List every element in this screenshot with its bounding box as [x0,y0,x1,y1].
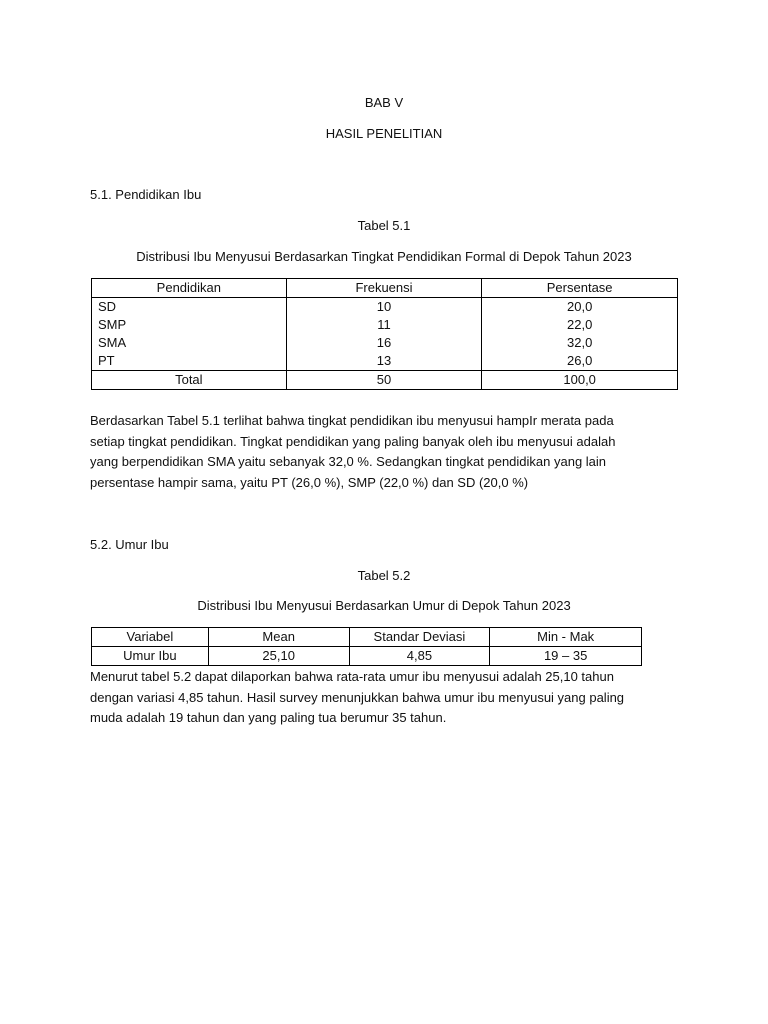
section-heading-pendidikan: 5.1. Pendidikan Ibu [90,187,202,202]
paragraph-line: persentase hampir sama, yaitu PT (26,0 %), SMP (22,0 %) dan SD (20,0 %) [90,474,529,490]
paragraph-umur [90,667,680,729]
chapter-number: BAB V [364,95,404,110]
table-header-row [92,279,678,298]
column-header: Mean [208,628,349,647]
column-header: Standar Deviasi [349,628,490,647]
table-cell: 32,0 [482,334,678,352]
table-cell: Total [92,371,287,390]
column-header: Persentase [482,279,678,298]
table-label-5-1: Tabel 5.1 [357,218,411,233]
table-row [92,352,678,371]
section-heading-umur: 5.2. Umur Ibu [90,537,169,552]
paragraph-line: dengan variasi 4,85 tahun. Hasil survey menunjukkan bahwa umur ibu menyusui yang paling [90,689,625,705]
paragraph-line: setiap tingkat pendidikan. Tingkat pendidikan yang paling banyak oleh ibu menyusui adalah [90,433,616,449]
table-umur [91,627,642,666]
column-header: Frekuensi [286,279,482,298]
table-cell: 4,85 [349,647,490,666]
table-cell: 11 [286,316,482,334]
table-cell: Umur Ibu [92,647,209,666]
column-header: Min - Mak [490,628,642,647]
paragraph-line: Menurut tabel 5.2 dapat dilaporkan bahwa rata-rata umur ibu menyusui adalah 25,10 tahun [90,669,614,684]
table-cell: SD [92,298,287,317]
column-header: Variabel [92,628,209,647]
table-cell: 25,10 [208,647,349,666]
table-cell: 50 [286,371,482,390]
column-header: Pendidikan [92,279,287,298]
table-row [92,298,678,317]
table-total-row [92,371,678,390]
table-cell: 16 [286,334,482,352]
table-cell: 13 [286,352,482,371]
table-cell: SMA [92,334,287,352]
table-cell: 20,0 [482,298,678,317]
table-header-row [92,628,642,647]
table-cell: 22,0 [482,316,678,334]
table-caption-5-2: Distribusi Ibu Menyusui Berdasarkan Umur di Depok Tahun 2023 [197,598,571,613]
table-label-5-2: Tabel 5.2 [357,568,411,583]
table-cell: 100,0 [482,371,678,390]
paragraph-line: muda adalah 19 tahun dan yang paling tua berumur 35 tahun. [90,710,447,725]
table-cell: PT [92,352,287,371]
table-cell: 19 – 35 [490,647,642,666]
table-caption-5-1: Distribusi Ibu Menyusui Berdasarkan Tingkat Pendidikan Formal di Depok Tahun 2023 [136,249,632,264]
table-row [92,647,642,666]
table-cell: 10 [286,298,482,317]
paragraph-line: Berdasarkan Tabel 5.1 terlihat bahwa tingkat pendidikan ibu menyusui hampIr merata pada [90,413,614,428]
table-row [92,316,678,334]
chapter-title: HASIL PENELITIAN [325,126,443,141]
table-pendidikan [91,278,678,390]
table-cell: SMP [92,316,287,334]
table-cell: 26,0 [482,352,678,371]
paragraph-line: yang berpendidikan SMA yaitu sebanyak 32,0 %. Sedangkan tingkat pendidikan yang lain [90,454,607,469]
table-row [92,334,678,352]
paragraph-pendidikan [90,411,680,493]
